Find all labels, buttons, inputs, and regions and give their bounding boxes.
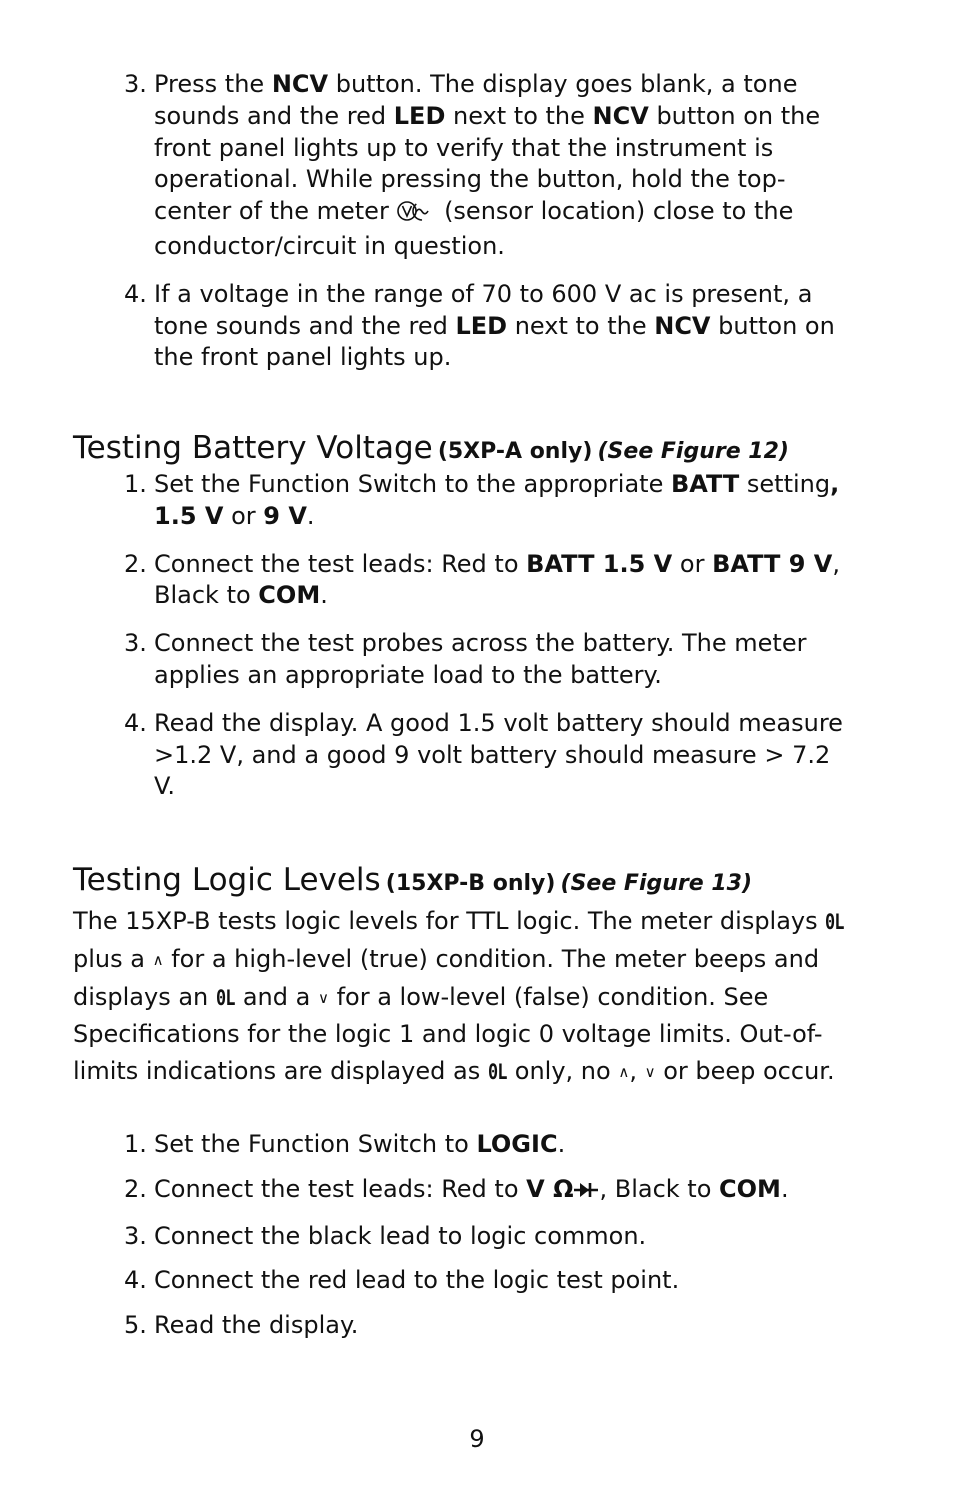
step-number: 4. [124, 279, 147, 308]
step-text: Connect the test leads: Red to [154, 1174, 527, 1203]
high-level-icon: ∧ [152, 950, 164, 969]
step-text: Read the display. A good 1.5 volt battery should measure >1.2 V, and a good 9 volt battery should measure > 7.2 V. [154, 708, 843, 801]
step-number: 1. [124, 470, 147, 498]
list-item [124, 1310, 844, 1342]
step-text: Set the Function Switch to the appropriate [154, 470, 671, 498]
list-item [124, 628, 844, 692]
intro-text: , [629, 1057, 645, 1086]
step-number: 3. [124, 1221, 147, 1250]
list-item [124, 1265, 844, 1297]
list-item [124, 1174, 844, 1208]
step-text: Press the [154, 70, 272, 98]
step-bold: 9 V [263, 501, 307, 530]
logic-intro-paragraph [73, 903, 853, 1091]
step-number: 3. [124, 629, 147, 658]
step-text: button on the front panel lights up to verify that the instrument is operational. While pressing the button, hold the top-center of the meter [154, 101, 821, 226]
section-subtitle: (15XP-B only) [385, 871, 556, 896]
list-item [124, 549, 844, 613]
ncv-sensor-icon [396, 199, 436, 231]
step-bold: , 1.5 V [154, 470, 840, 530]
step-text: (sensor location) close to the conductor/circuit in question. [154, 197, 794, 260]
step-number: 1. [124, 1130, 147, 1158]
list-item [124, 279, 844, 374]
intro-text: for a high-level (true) condition. The meter beeps and displays an [73, 944, 820, 1011]
step-text: Connect the red lead to the logic test point. [154, 1266, 680, 1295]
step-text: . [780, 1174, 789, 1203]
intro-text: or beep occur. [655, 1057, 835, 1086]
step-number: 4. [124, 1266, 147, 1295]
list-item [124, 69, 844, 263]
step-bold: LED [455, 311, 508, 340]
step-text: , Black to [154, 549, 840, 610]
step-number: 2. [124, 549, 147, 578]
step-bold: LOGIC [476, 1130, 558, 1158]
low-level-icon: ∨ [644, 1063, 656, 1082]
section-title: Testing Battery Voltage [73, 430, 433, 466]
step-text: Connect the test probes across the battery. The meter applies an appropriate load to the battery. [154, 629, 807, 689]
step-text: setting [739, 470, 831, 498]
step-number: 3. [124, 70, 147, 98]
battery-steps-list [124, 469, 844, 803]
step-text: Connect the test leads: Red to [154, 549, 527, 578]
step-text: next to the [445, 101, 593, 130]
step-bold: BATT [670, 470, 740, 498]
step-bold: NCV [592, 101, 649, 130]
step-text: or [672, 549, 713, 578]
list-item [124, 469, 844, 533]
step-text: Set the Function Switch to [154, 1130, 477, 1158]
section-title: Testing Logic Levels [73, 862, 381, 898]
intro-text: only, no [507, 1057, 619, 1086]
low-level-icon: ∨ [317, 988, 329, 1007]
step-bold: V Ω [526, 1174, 574, 1203]
step-bold: NCV [271, 70, 329, 98]
step-bold: LED [393, 101, 446, 130]
step-text: . [320, 581, 328, 610]
intro-text: The 15XP-B tests logic levels for TTL logic. The meter displays [73, 907, 826, 935]
step-text: Connect the black lead to logic common. [154, 1221, 647, 1250]
list-item [124, 708, 844, 803]
ol-display-glyph: 0L [215, 985, 235, 1010]
step-bold: COM [258, 581, 321, 610]
step-text: button on the front panel lights up. [154, 311, 835, 372]
figure-reference: (See Figure 12) [597, 439, 789, 464]
step-bold: BATT 1.5 V [526, 549, 673, 578]
ol-display-glyph: 0L [487, 1060, 507, 1085]
step-bold: BATT 9 V [712, 549, 833, 578]
step-number: 5. [124, 1311, 147, 1340]
high-level-icon: ∧ [618, 1063, 630, 1082]
step-text: button. The display goes blank, a tone sounds and the red [154, 70, 798, 130]
step-text: , Black to [599, 1174, 720, 1203]
step-bold: COM [719, 1174, 781, 1203]
intro-text: for a low-level (false) condition. See Specifications for the logic 1 and logic 0 voltage limits. Out-of-limits indications are displayed as [73, 982, 823, 1086]
page-number: 9 [469, 1425, 485, 1453]
logic-steps-list [124, 1129, 844, 1342]
intro-text: plus a [73, 944, 153, 973]
step-text: . [306, 501, 315, 530]
ol-display-glyph: 0L [825, 910, 844, 934]
list-item [124, 1221, 844, 1253]
step-text: If a voltage in the range of 70 to 600 V ac is present, a tone sounds and the red [154, 279, 813, 340]
list-item [124, 1129, 844, 1161]
step-text: next to the [507, 311, 655, 340]
section-subtitle: (5XP-A only) [437, 439, 593, 464]
step-bold: NCV [654, 311, 711, 340]
step-number: 4. [124, 708, 147, 737]
step-text: . [557, 1130, 566, 1158]
battery-section-heading [73, 430, 893, 466]
step-text: or [223, 501, 264, 530]
diode-icon [573, 1176, 599, 1208]
step-text: Read the display. [154, 1311, 359, 1340]
step-number: 2. [124, 1174, 147, 1203]
intro-text: and a [235, 982, 318, 1011]
logic-section-heading [73, 862, 893, 898]
figure-reference: (See Figure 13) [560, 871, 753, 896]
ncv-steps-list [124, 69, 844, 374]
